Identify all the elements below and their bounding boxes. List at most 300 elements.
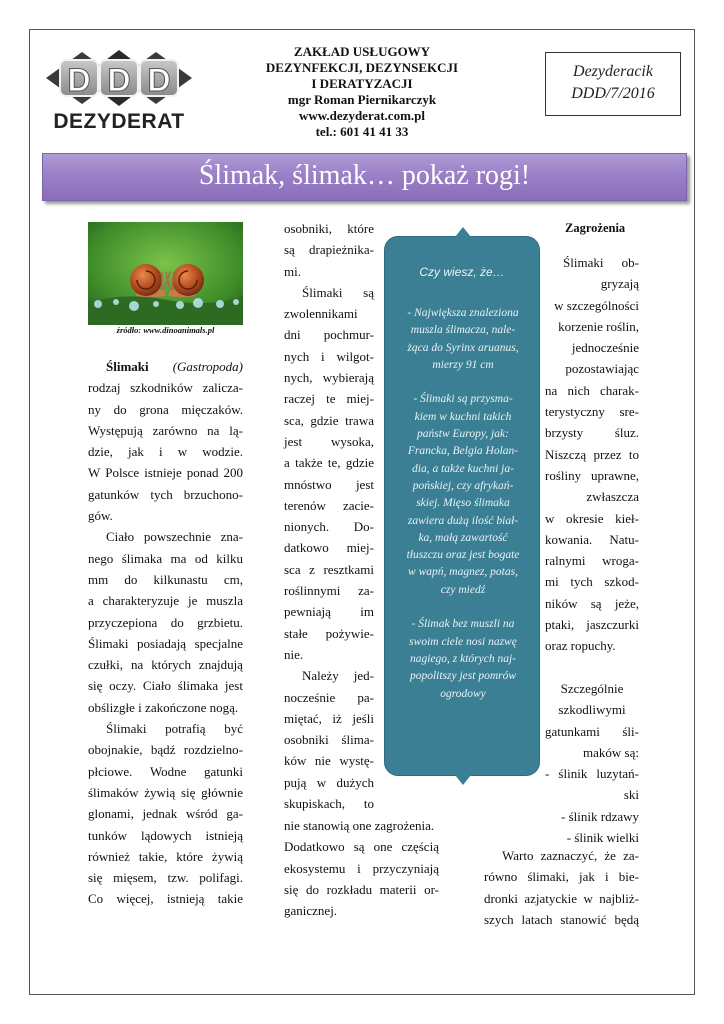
word: Dodatkowo bbox=[284, 839, 345, 855]
logo-letter-2: D bbox=[107, 62, 131, 98]
word: zaznaczyć, bbox=[540, 848, 598, 863]
callout-line: kiem w kuchni takich bbox=[414, 410, 512, 423]
text-line bbox=[284, 879, 439, 900]
word: Co bbox=[88, 891, 104, 907]
callout-line: ogrodowy bbox=[440, 687, 486, 700]
word: przyczepiona bbox=[88, 614, 158, 630]
text-line: pozostawiając bbox=[565, 361, 639, 377]
text-line bbox=[88, 462, 243, 483]
text-line bbox=[88, 590, 243, 611]
word: je bbox=[187, 593, 198, 609]
word: ob- bbox=[621, 255, 639, 270]
word: grona bbox=[139, 401, 169, 417]
word: sca, bbox=[284, 412, 304, 428]
word: szkodników bbox=[130, 380, 193, 396]
word: drapieżnika- bbox=[309, 242, 374, 258]
callout-line: zawiera dużą ilość biał- bbox=[407, 514, 519, 527]
text-line bbox=[545, 508, 639, 529]
word: ków bbox=[284, 753, 307, 769]
snails-photo bbox=[88, 222, 243, 325]
text-line: zwłaszcza bbox=[586, 489, 639, 505]
word: i bbox=[321, 348, 325, 364]
text-line bbox=[88, 846, 243, 867]
word: latach bbox=[521, 911, 553, 927]
word: na bbox=[130, 657, 144, 673]
text-line: gów. bbox=[88, 508, 113, 524]
word: Do- bbox=[353, 519, 374, 535]
text-line bbox=[88, 782, 243, 803]
word: rozdzielno- bbox=[183, 742, 243, 758]
text-line bbox=[88, 526, 243, 547]
word: to bbox=[628, 446, 639, 462]
word: charakteryzuje bbox=[102, 593, 180, 609]
word: specjalne bbox=[194, 635, 243, 651]
text-line bbox=[88, 803, 243, 824]
word: wybierają bbox=[322, 370, 374, 386]
word: a bbox=[284, 455, 290, 471]
callout-line: - Ślimaki są przysma- bbox=[413, 393, 513, 406]
word: nocześnie bbox=[284, 689, 336, 705]
word: w bbox=[316, 774, 327, 790]
text-line bbox=[284, 495, 374, 516]
word: tych bbox=[570, 574, 593, 590]
word: się bbox=[88, 870, 103, 886]
word: takie bbox=[217, 891, 243, 907]
word: zarówno bbox=[152, 422, 198, 438]
word: mnóstwo bbox=[284, 476, 332, 492]
text-line bbox=[88, 377, 243, 398]
logo-letter-3: D bbox=[147, 62, 171, 98]
word: istnieje bbox=[144, 465, 182, 481]
word: jeże, bbox=[614, 595, 639, 611]
word: tych bbox=[150, 486, 173, 502]
section-heading bbox=[565, 218, 625, 239]
word: jest bbox=[284, 433, 303, 449]
word: lądowych bbox=[140, 827, 192, 843]
callout-line: - Ślimak bez muszli na bbox=[411, 618, 515, 631]
word: że bbox=[604, 848, 616, 863]
text-line bbox=[284, 474, 374, 495]
text-line: oraz ropuchy. bbox=[545, 638, 616, 654]
word: istnieją bbox=[166, 891, 205, 907]
callout-line: czy miedź bbox=[440, 583, 486, 596]
word: wroga- bbox=[602, 553, 639, 569]
word: osobniki, bbox=[284, 221, 333, 236]
word: nego bbox=[88, 550, 114, 566]
word: obojnakie, bbox=[88, 742, 143, 758]
word: do bbox=[306, 881, 320, 897]
text-line bbox=[284, 282, 374, 303]
word: dzie, bbox=[88, 444, 113, 460]
text-line bbox=[284, 793, 374, 814]
word: jest bbox=[355, 476, 374, 492]
text-line bbox=[545, 529, 639, 550]
word: terystyczny bbox=[545, 404, 605, 420]
word: bądź bbox=[150, 742, 176, 758]
word: jed- bbox=[353, 668, 374, 684]
column-2-wide bbox=[284, 815, 439, 921]
callout-gap bbox=[391, 599, 535, 616]
text-line: - ślinik wielki bbox=[566, 830, 639, 846]
text-line bbox=[284, 410, 374, 431]
text-line bbox=[545, 252, 639, 273]
word: do bbox=[113, 401, 127, 417]
column-1 bbox=[88, 356, 243, 910]
word: - bbox=[545, 766, 550, 782]
text-line bbox=[88, 356, 243, 377]
callout-line: dia, a także kuchni ja- bbox=[412, 462, 514, 475]
word: dronki bbox=[484, 890, 518, 906]
word: miej- bbox=[346, 391, 374, 407]
word: płciowe. bbox=[88, 763, 133, 779]
text-line: gryzają bbox=[600, 276, 639, 292]
word: te, bbox=[327, 455, 341, 471]
word: się bbox=[180, 784, 196, 800]
word: w bbox=[177, 444, 188, 460]
company-info bbox=[240, 44, 484, 140]
word: gatunków bbox=[88, 486, 140, 502]
word: żywią bbox=[144, 784, 176, 800]
word: jak bbox=[579, 869, 595, 885]
word: i bbox=[605, 869, 609, 885]
word: resztkami bbox=[323, 561, 374, 577]
word: Ślimaki bbox=[106, 721, 147, 737]
word: gatunkami bbox=[545, 723, 600, 739]
callout-line: - Największa znaleziona bbox=[407, 307, 519, 319]
text-line: jednocześnie bbox=[571, 340, 639, 356]
word: czułki, bbox=[88, 657, 124, 673]
text-line: obślizgłe i zakończone nogą. bbox=[88, 699, 239, 715]
word: 200 bbox=[223, 465, 243, 481]
word: nych bbox=[284, 348, 310, 364]
text-line bbox=[284, 559, 374, 580]
word: najbliż- bbox=[599, 890, 639, 906]
word: być bbox=[224, 721, 243, 737]
word: glonami, bbox=[88, 806, 134, 822]
word: materii bbox=[379, 881, 417, 897]
word: to bbox=[363, 796, 374, 812]
word: Ślimaki bbox=[88, 635, 129, 651]
word: wysoka, bbox=[331, 433, 374, 449]
callout-line: nagiego, z których naj- bbox=[409, 652, 517, 665]
word: jak bbox=[128, 444, 144, 460]
callout-line: pońskiej, czy afrykań- bbox=[412, 479, 514, 492]
text-line bbox=[284, 516, 374, 537]
text-line bbox=[284, 601, 374, 622]
word: się bbox=[284, 881, 299, 897]
word: ślimaka bbox=[121, 550, 163, 566]
word: równo bbox=[484, 869, 518, 885]
text-line bbox=[484, 888, 639, 909]
word: i bbox=[158, 444, 163, 460]
term-gastropoda: (Gastropoda) bbox=[172, 359, 243, 374]
text-line bbox=[545, 721, 639, 742]
word: są bbox=[284, 242, 295, 258]
word: te bbox=[326, 391, 336, 407]
word: Niszczą bbox=[545, 446, 587, 462]
company-website: www.dezyderat.com.pl bbox=[298, 108, 425, 123]
word: nionych. bbox=[284, 519, 330, 535]
word: luzytań- bbox=[596, 766, 639, 782]
text-line: Szczególnie bbox=[560, 680, 624, 696]
word: są bbox=[363, 284, 374, 300]
text-line bbox=[545, 422, 639, 443]
word: mięsem, bbox=[113, 870, 157, 886]
word: żywią bbox=[211, 848, 243, 864]
word: kilku bbox=[216, 550, 243, 566]
word: ralnymi bbox=[545, 553, 586, 569]
word: grzbietu. bbox=[197, 614, 243, 630]
word: pewniają bbox=[284, 604, 331, 620]
word: są bbox=[590, 595, 602, 611]
article-title: Ślimak, ślimak… pokaż rogi! bbox=[198, 160, 531, 191]
callout-line: muszla ślimacza, nale- bbox=[410, 324, 516, 337]
callout-title: Czy wiesz, że… bbox=[419, 265, 505, 279]
word: wystę- bbox=[339, 753, 374, 769]
text-line: korzenie roślin, bbox=[558, 318, 639, 334]
text-line bbox=[284, 729, 374, 750]
text-line bbox=[88, 420, 243, 441]
word: cm, bbox=[223, 571, 243, 587]
word: okresie bbox=[566, 510, 604, 526]
text-line bbox=[88, 867, 243, 888]
word: istnieją bbox=[205, 827, 243, 843]
word: jeśli bbox=[352, 710, 374, 726]
company-line: ZAKŁAD USŁUGOWY bbox=[293, 44, 431, 59]
word: ga- bbox=[226, 806, 243, 822]
word: potrafią bbox=[165, 721, 206, 737]
word: również bbox=[88, 848, 130, 864]
text-line bbox=[545, 593, 639, 614]
callout-body bbox=[391, 305, 535, 703]
text-line bbox=[284, 623, 374, 644]
text-line: ski bbox=[623, 787, 639, 803]
text-line: maków są: bbox=[583, 744, 639, 760]
column-2 bbox=[284, 218, 374, 814]
issue-title: Dezyderacik bbox=[573, 63, 653, 80]
word: głównie bbox=[201, 784, 243, 800]
word: lą- bbox=[229, 422, 243, 438]
word: pują bbox=[284, 774, 307, 790]
callout-line: Francka, Belgia Holan- bbox=[407, 445, 519, 458]
term-slimaki: Ślimaki bbox=[106, 359, 149, 374]
word: kilkunastu bbox=[153, 571, 208, 587]
word: ślimaków bbox=[88, 784, 139, 800]
word: W bbox=[88, 465, 101, 481]
callout-line: swoim ciele nosi nazwę bbox=[409, 635, 517, 648]
callout-line: tłuszczu oraz jest bogate bbox=[406, 549, 520, 562]
text-line bbox=[284, 537, 374, 558]
word: Warto bbox=[502, 848, 534, 863]
issue-number: DDD/7/2016 bbox=[571, 85, 655, 102]
title-banner bbox=[42, 153, 687, 201]
spacer bbox=[545, 657, 639, 678]
word: pożywie- bbox=[325, 625, 374, 641]
word: do bbox=[124, 571, 138, 587]
company-line: DEZYNFEKCJI, DEZYNSEKCJI bbox=[265, 60, 459, 75]
word: Wodne bbox=[149, 763, 187, 779]
word: są bbox=[353, 839, 365, 855]
word: a bbox=[88, 593, 94, 609]
zagrozenia-heading: Zagrożenia bbox=[565, 221, 626, 235]
word: skupiskach, bbox=[284, 796, 346, 812]
text-line bbox=[88, 654, 243, 675]
word: rodzaj bbox=[88, 380, 121, 396]
text-line bbox=[284, 452, 374, 473]
text-line: nie stanowią one zagrożenia. bbox=[284, 818, 435, 833]
word: ślimaki, bbox=[527, 869, 569, 885]
word: sca bbox=[284, 561, 301, 577]
word: pa- bbox=[357, 689, 374, 705]
callout-line: państw Europy, jak: bbox=[417, 428, 509, 441]
word: jest bbox=[224, 678, 243, 694]
word: stałe bbox=[284, 625, 308, 641]
word: więcej, bbox=[116, 891, 154, 907]
word: ny bbox=[88, 401, 101, 417]
text-line: zwolennikami bbox=[284, 306, 358, 322]
text-line bbox=[88, 825, 243, 846]
word: raczej bbox=[284, 391, 316, 407]
word: kieł- bbox=[615, 510, 639, 526]
word: mięczaków. bbox=[181, 401, 243, 417]
word: z bbox=[309, 561, 315, 577]
word: wśród bbox=[185, 806, 218, 822]
text-line bbox=[284, 665, 374, 686]
word: rośliny bbox=[545, 467, 582, 483]
text-line: ganicznej. bbox=[284, 903, 338, 919]
text-line bbox=[284, 750, 374, 771]
word: Ciało bbox=[142, 678, 172, 694]
text-line bbox=[88, 569, 243, 590]
word: Ślimaki bbox=[563, 255, 604, 270]
word: nich bbox=[567, 382, 590, 398]
text-line bbox=[88, 484, 243, 505]
word: za- bbox=[623, 848, 639, 863]
text-line bbox=[284, 858, 439, 879]
text-line bbox=[284, 218, 374, 239]
column-3 bbox=[545, 252, 639, 848]
word: oczy. bbox=[109, 678, 137, 694]
word: na bbox=[207, 422, 220, 438]
company-line: I DERATYZACJI bbox=[311, 76, 413, 91]
word: ników bbox=[545, 595, 578, 611]
word: nych, bbox=[284, 370, 313, 386]
word: ponad bbox=[186, 465, 219, 481]
text-line: nie. bbox=[284, 646, 304, 662]
word: jaszczurki bbox=[586, 617, 639, 633]
word: przyczyniają bbox=[372, 860, 439, 876]
word: znajdują bbox=[198, 657, 243, 673]
word: za- bbox=[358, 583, 374, 599]
text-line bbox=[545, 465, 639, 486]
logo-wordmark: DEZYDERAT bbox=[53, 110, 185, 133]
text-line bbox=[545, 380, 639, 401]
callout-line: ka, małą zawartość bbox=[418, 531, 508, 544]
word: osobniki bbox=[284, 732, 329, 748]
word: dużych bbox=[336, 774, 374, 790]
word: gatunki bbox=[204, 763, 243, 779]
word: ptaki, bbox=[545, 617, 575, 633]
word: trawa bbox=[345, 412, 374, 428]
text-line bbox=[484, 845, 639, 866]
word: tunków bbox=[88, 827, 127, 843]
word: od bbox=[194, 550, 208, 566]
word: ekosystemu bbox=[284, 860, 346, 876]
word: szych bbox=[484, 911, 514, 927]
text-line: szkodliwymi bbox=[558, 702, 626, 718]
word: na bbox=[545, 382, 558, 398]
word: polifagi. bbox=[199, 870, 243, 886]
word: Ciało bbox=[106, 529, 135, 545]
word: zalicza- bbox=[202, 380, 243, 396]
text-line bbox=[88, 675, 243, 696]
text-line bbox=[545, 763, 639, 784]
text-line bbox=[545, 550, 639, 571]
text-line bbox=[284, 324, 374, 345]
text-line bbox=[545, 571, 639, 592]
word: do bbox=[170, 614, 184, 630]
text-line bbox=[484, 909, 639, 930]
text-line bbox=[88, 888, 243, 909]
text-line bbox=[88, 612, 243, 633]
word: zna- bbox=[220, 529, 243, 545]
word: gdzie bbox=[345, 455, 374, 471]
word: miej- bbox=[346, 540, 374, 556]
word: mm bbox=[88, 571, 109, 587]
word: brzysty bbox=[545, 425, 584, 441]
word: w bbox=[545, 510, 555, 526]
word: w bbox=[583, 890, 593, 906]
callout-gap bbox=[391, 374, 535, 391]
word: ma bbox=[170, 550, 187, 566]
word: których bbox=[151, 657, 191, 673]
word: mi bbox=[545, 574, 559, 590]
did-you-know-callout bbox=[384, 236, 540, 776]
word: sre- bbox=[619, 404, 639, 420]
word: roślinnymi bbox=[284, 583, 341, 599]
text-line bbox=[284, 346, 374, 367]
word: bie- bbox=[618, 869, 639, 885]
word: ślinik bbox=[558, 766, 588, 782]
photo-caption: źródło: www.dinoanimals.pl bbox=[116, 325, 215, 335]
word: Należy bbox=[302, 668, 339, 684]
word: dni bbox=[284, 327, 301, 343]
callout-line: popolitszy jest pomrów bbox=[409, 670, 517, 683]
issue-box bbox=[545, 52, 681, 116]
text-line: mi. bbox=[284, 263, 301, 279]
word: ślima- bbox=[341, 732, 374, 748]
word: tzw. bbox=[167, 870, 189, 886]
text-line bbox=[484, 866, 639, 887]
company-line: mgr Roman Piernikarczyk bbox=[287, 92, 437, 107]
word: one bbox=[373, 839, 393, 855]
word: or- bbox=[424, 881, 439, 897]
word: które bbox=[347, 221, 374, 236]
word: powszechnie bbox=[143, 529, 211, 545]
text-line bbox=[88, 761, 243, 782]
word: nie bbox=[314, 753, 331, 769]
word: muszla bbox=[206, 593, 243, 609]
text-line bbox=[284, 580, 374, 601]
word: szkod- bbox=[604, 574, 639, 590]
text-line bbox=[88, 739, 243, 760]
word: kowania. bbox=[545, 531, 593, 547]
text-line: - ślinik rdzawy bbox=[561, 808, 639, 824]
word: gdzie bbox=[310, 412, 339, 428]
word: iż bbox=[332, 710, 342, 726]
word: rozkładu bbox=[326, 881, 373, 897]
word: brzuchono- bbox=[183, 486, 243, 502]
